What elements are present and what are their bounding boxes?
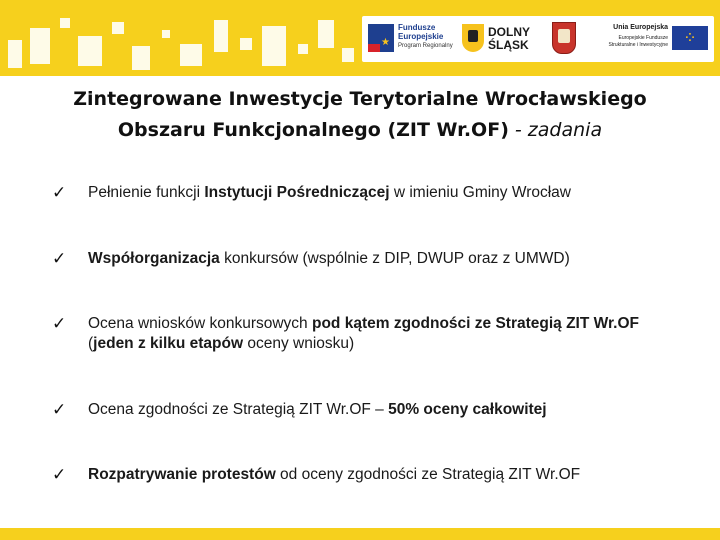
item-text-part: Ocena wniosków konkursowych [88, 315, 312, 332]
fundusze-europejskie-logo [368, 22, 476, 58]
item-text-bold: Instytucji Pośredniczącej [204, 184, 390, 201]
item-text-bold: Rozpatrywanie protestów [88, 466, 276, 483]
dolny-slask-crest-icon [462, 24, 484, 52]
item-text-bold: 50% oceny całkowitej [388, 401, 547, 418]
decor-square [112, 22, 124, 34]
dolny-slask-logo [462, 22, 562, 58]
fe-line3: Program Regionalny [398, 43, 453, 49]
decor-square [180, 44, 202, 66]
checkmark-icon: ✓ [52, 314, 67, 334]
decor-square [132, 46, 150, 70]
eu-line3: Strukturalne i Inwestycyjne [608, 42, 668, 48]
item-text-part: od oceny zgodności ze Strategią ZIT Wr.OF [275, 466, 581, 483]
item-text-part: Pełnienie funkcji [88, 184, 205, 201]
item-text-part: konkursów (wspólnie z DIP, DWUP oraz z UMWD) [219, 250, 570, 267]
item-text [88, 400, 688, 420]
fe-mark-icon: ★ [368, 24, 394, 52]
item-text-part: w imieniu Gminy Wrocław [389, 184, 571, 201]
title-line1: Zintegrowane Inwestycje Terytorialne Wrocławskiego [73, 88, 647, 110]
ds-line2: ŚLĄSK [488, 38, 529, 52]
item-text [88, 314, 688, 354]
bottom-banner [0, 528, 720, 540]
ds-line1: DOLNY [488, 25, 530, 39]
eu-line1: Unia Europejska [613, 24, 668, 31]
fe-line1: Fundusze [398, 23, 436, 32]
top-banner [0, 0, 720, 76]
decor-square [60, 18, 70, 28]
decor-square [240, 38, 252, 50]
decor-square [318, 20, 334, 48]
decor-square [214, 20, 228, 52]
checkmark-icon: ✓ [52, 465, 67, 485]
eu-line2: Europejskie Fundusze [618, 35, 668, 41]
fe-line2: Europejskie [398, 32, 444, 41]
decor-square [30, 28, 50, 64]
item-text-part: oceny wniosku) [243, 335, 355, 352]
checkmark-icon: ✓ [52, 400, 67, 420]
decor-square [298, 44, 308, 54]
eu-flag-icon: ⁘ [672, 26, 708, 50]
item-text [88, 249, 688, 269]
item-text [88, 183, 688, 203]
checkmark-icon: ✓ [52, 249, 67, 269]
title-line2-main: Obszaru Funkcjonalnego (ZIT Wr.OF) [117, 119, 509, 141]
decor-square [8, 40, 22, 68]
decor-square [78, 36, 102, 66]
checkmark-icon: ✓ [52, 183, 67, 203]
item-text-bold: Współorganizacja [88, 250, 220, 267]
item-text-bold: pod kątem zgodności ze Strategią ZIT Wr.OF [312, 315, 639, 332]
slide-title [0, 84, 720, 146]
decor-square [262, 26, 286, 66]
item-text [88, 465, 688, 485]
wroclaw-crest-icon [552, 22, 576, 54]
item-text-part: ( [88, 335, 94, 352]
decor-square [162, 30, 170, 38]
item-text-bold: jeden z kilku etapów [93, 335, 244, 352]
logo-strip [362, 16, 714, 62]
title-line2 [0, 115, 720, 146]
item-text-part: Ocena zgodności ze Strategią ZIT Wr.OF – [88, 401, 389, 418]
decor-square [342, 48, 354, 62]
eu-logo [594, 22, 710, 58]
title-line2-suffix: - zadania [508, 119, 603, 141]
